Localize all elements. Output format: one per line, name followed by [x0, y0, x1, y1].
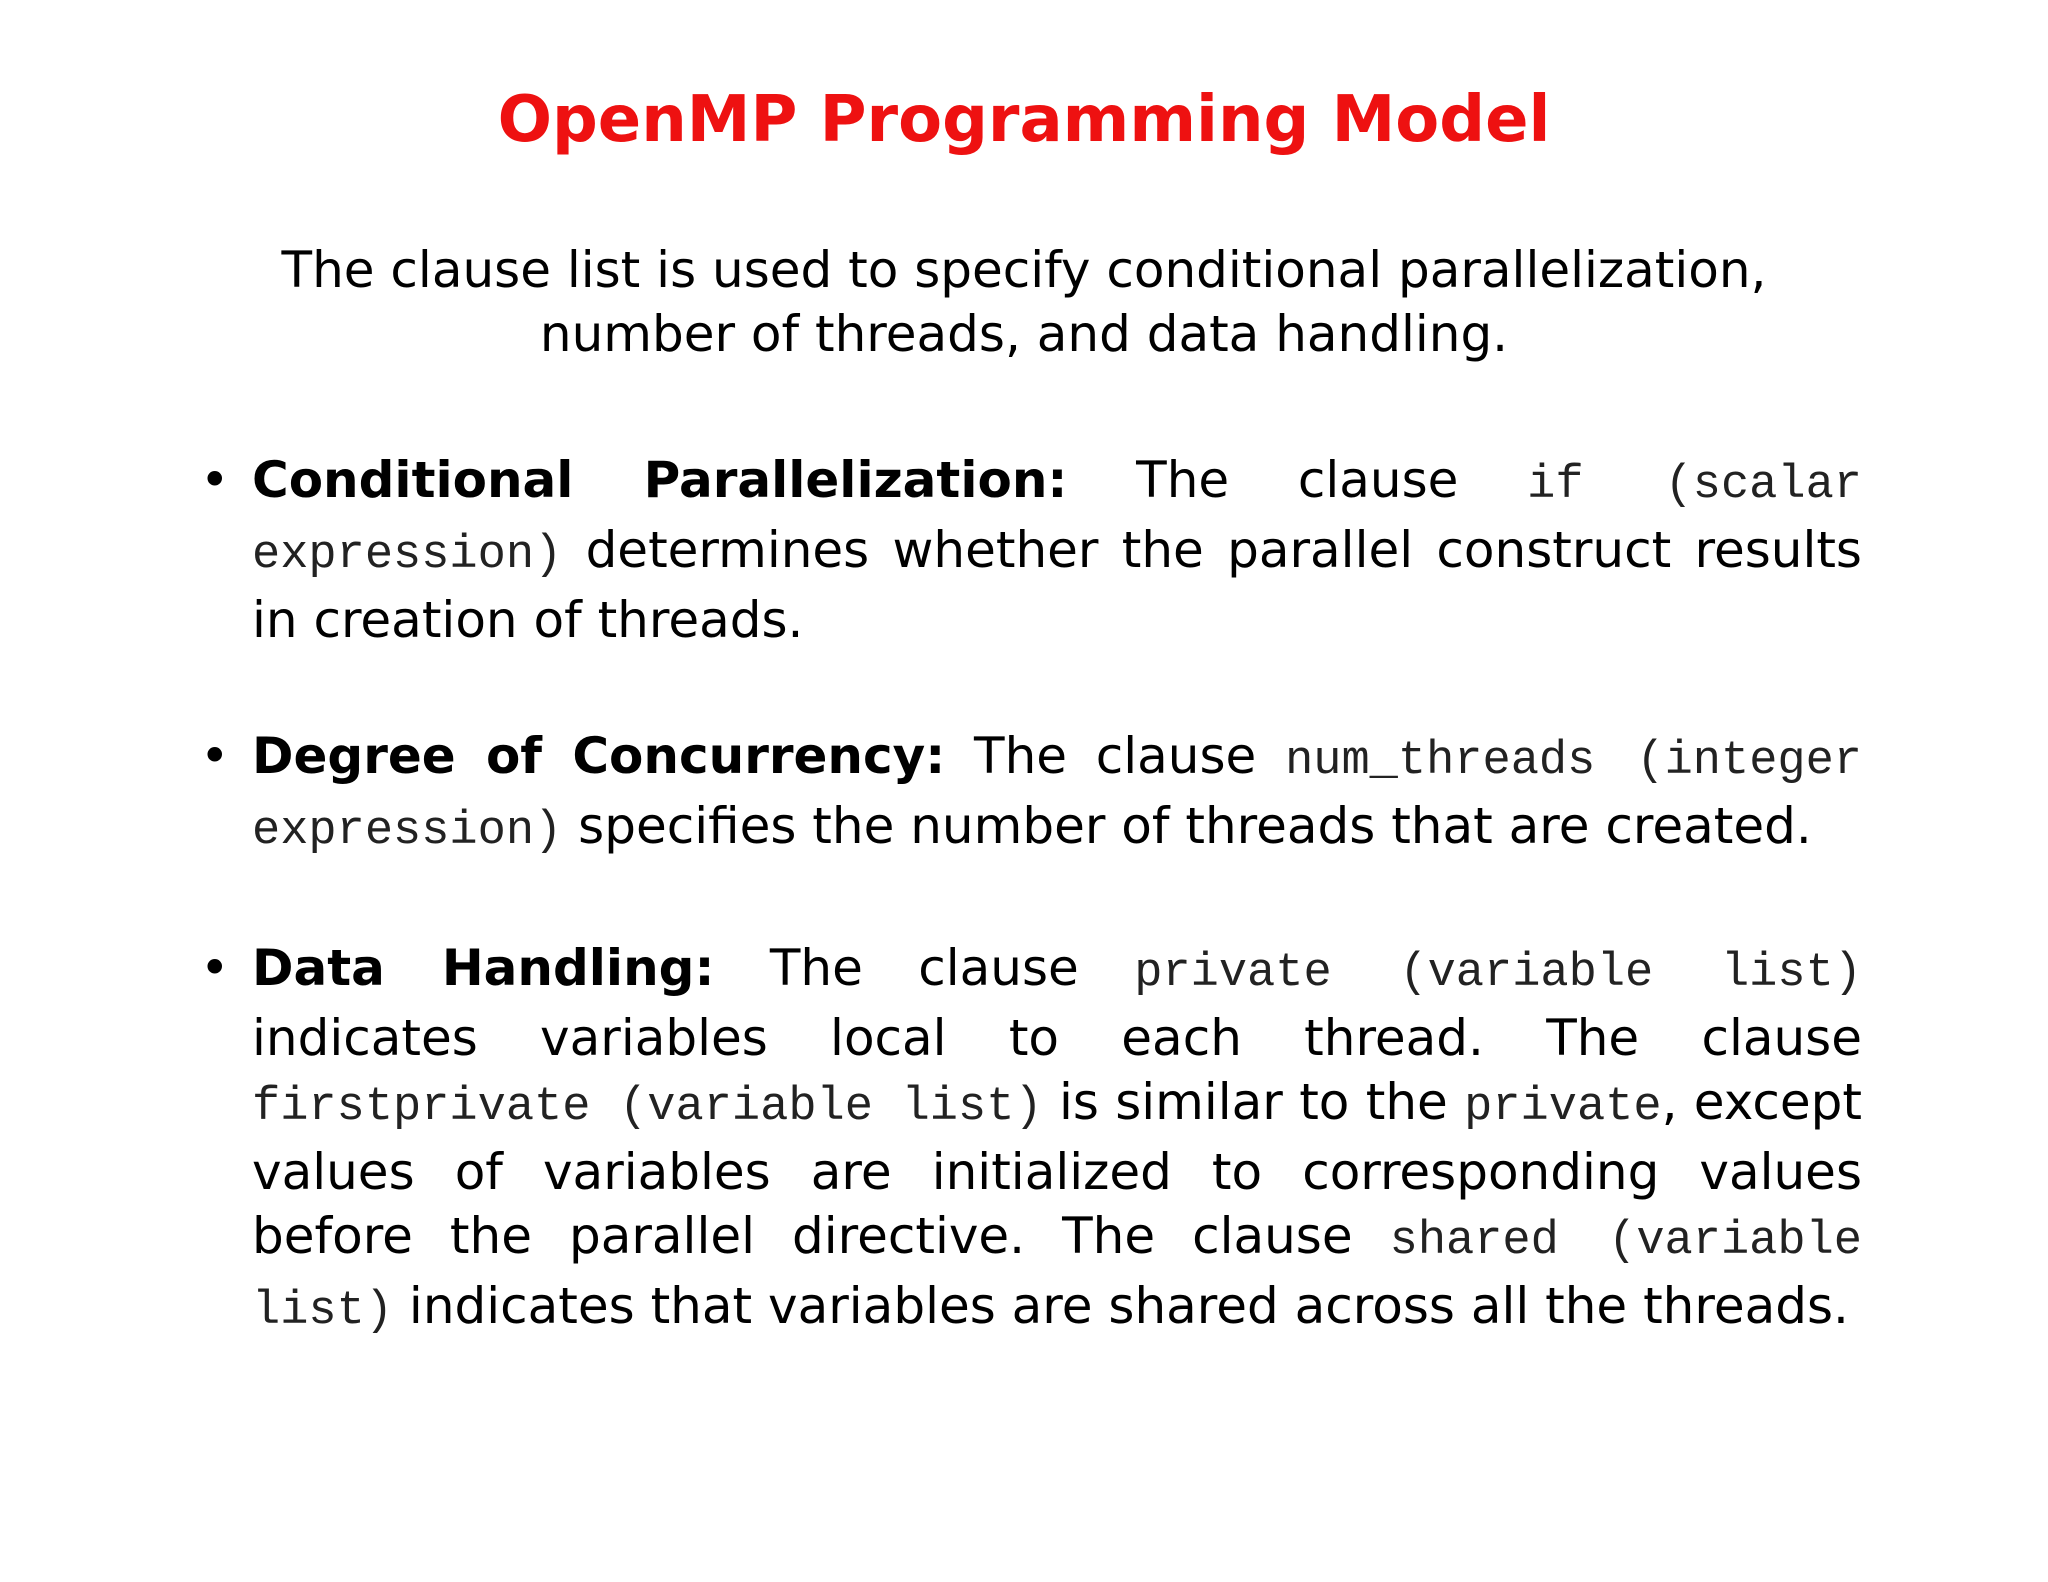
code-snippet: private: [1464, 1081, 1662, 1134]
code-snippet: private (variable list): [1134, 947, 1862, 1000]
slide-title: OpenMP Programming Model: [497, 83, 1551, 157]
bullet-data-handling: [200, 936, 1862, 1344]
bullet-dot-icon: •: [200, 727, 230, 785]
code-snippet: shared (variable list): [252, 1215, 1862, 1338]
clause-bullet-list: [0, 448, 2048, 1416]
bullet-text: The clause: [1067, 451, 1528, 509]
bullet-text: , except values of variables are initialized to corresponding values before the parallel directive. The clause: [252, 1073, 1862, 1265]
code-snippet: num_threads (integer expression): [252, 735, 1863, 858]
code-snippet: if (scalar expression): [252, 459, 1863, 582]
bullet-text: indicates that variables are shared across all the threads.: [393, 1277, 1849, 1335]
bullet-text: The clause: [945, 727, 1286, 785]
code-snippet: firstprivate (variable list): [252, 1081, 1043, 1134]
bullet-degree-of-concurrency: [200, 724, 1863, 864]
intro-text: [224, 238, 1824, 366]
bullet-text: The clause: [714, 939, 1135, 997]
intro-line-2: number of threads, and data handling.: [539, 305, 1509, 363]
bullet-term: Degree of Concurrency:: [252, 727, 946, 785]
bullet-dot-icon: •: [200, 939, 230, 997]
bullet-text: is similar to the: [1042, 1073, 1465, 1131]
bullet-dot-icon: •: [200, 451, 230, 509]
bullet-conditional-parallelization: [200, 448, 1863, 652]
intro-line-1: The clause list is used to specify conditional parallelization,: [281, 241, 1767, 299]
bullet-text: specifies the number of threads that are created.: [562, 797, 1812, 855]
bullet-term: Data Handling:: [252, 939, 715, 997]
bullet-text: determines whether the parallel construct results in creation of threads.: [252, 521, 1862, 649]
bullet-text: indicates variables local to each thread. The clause: [252, 1009, 1862, 1067]
bullet-term: Conditional Parallelization:: [252, 451, 1068, 509]
